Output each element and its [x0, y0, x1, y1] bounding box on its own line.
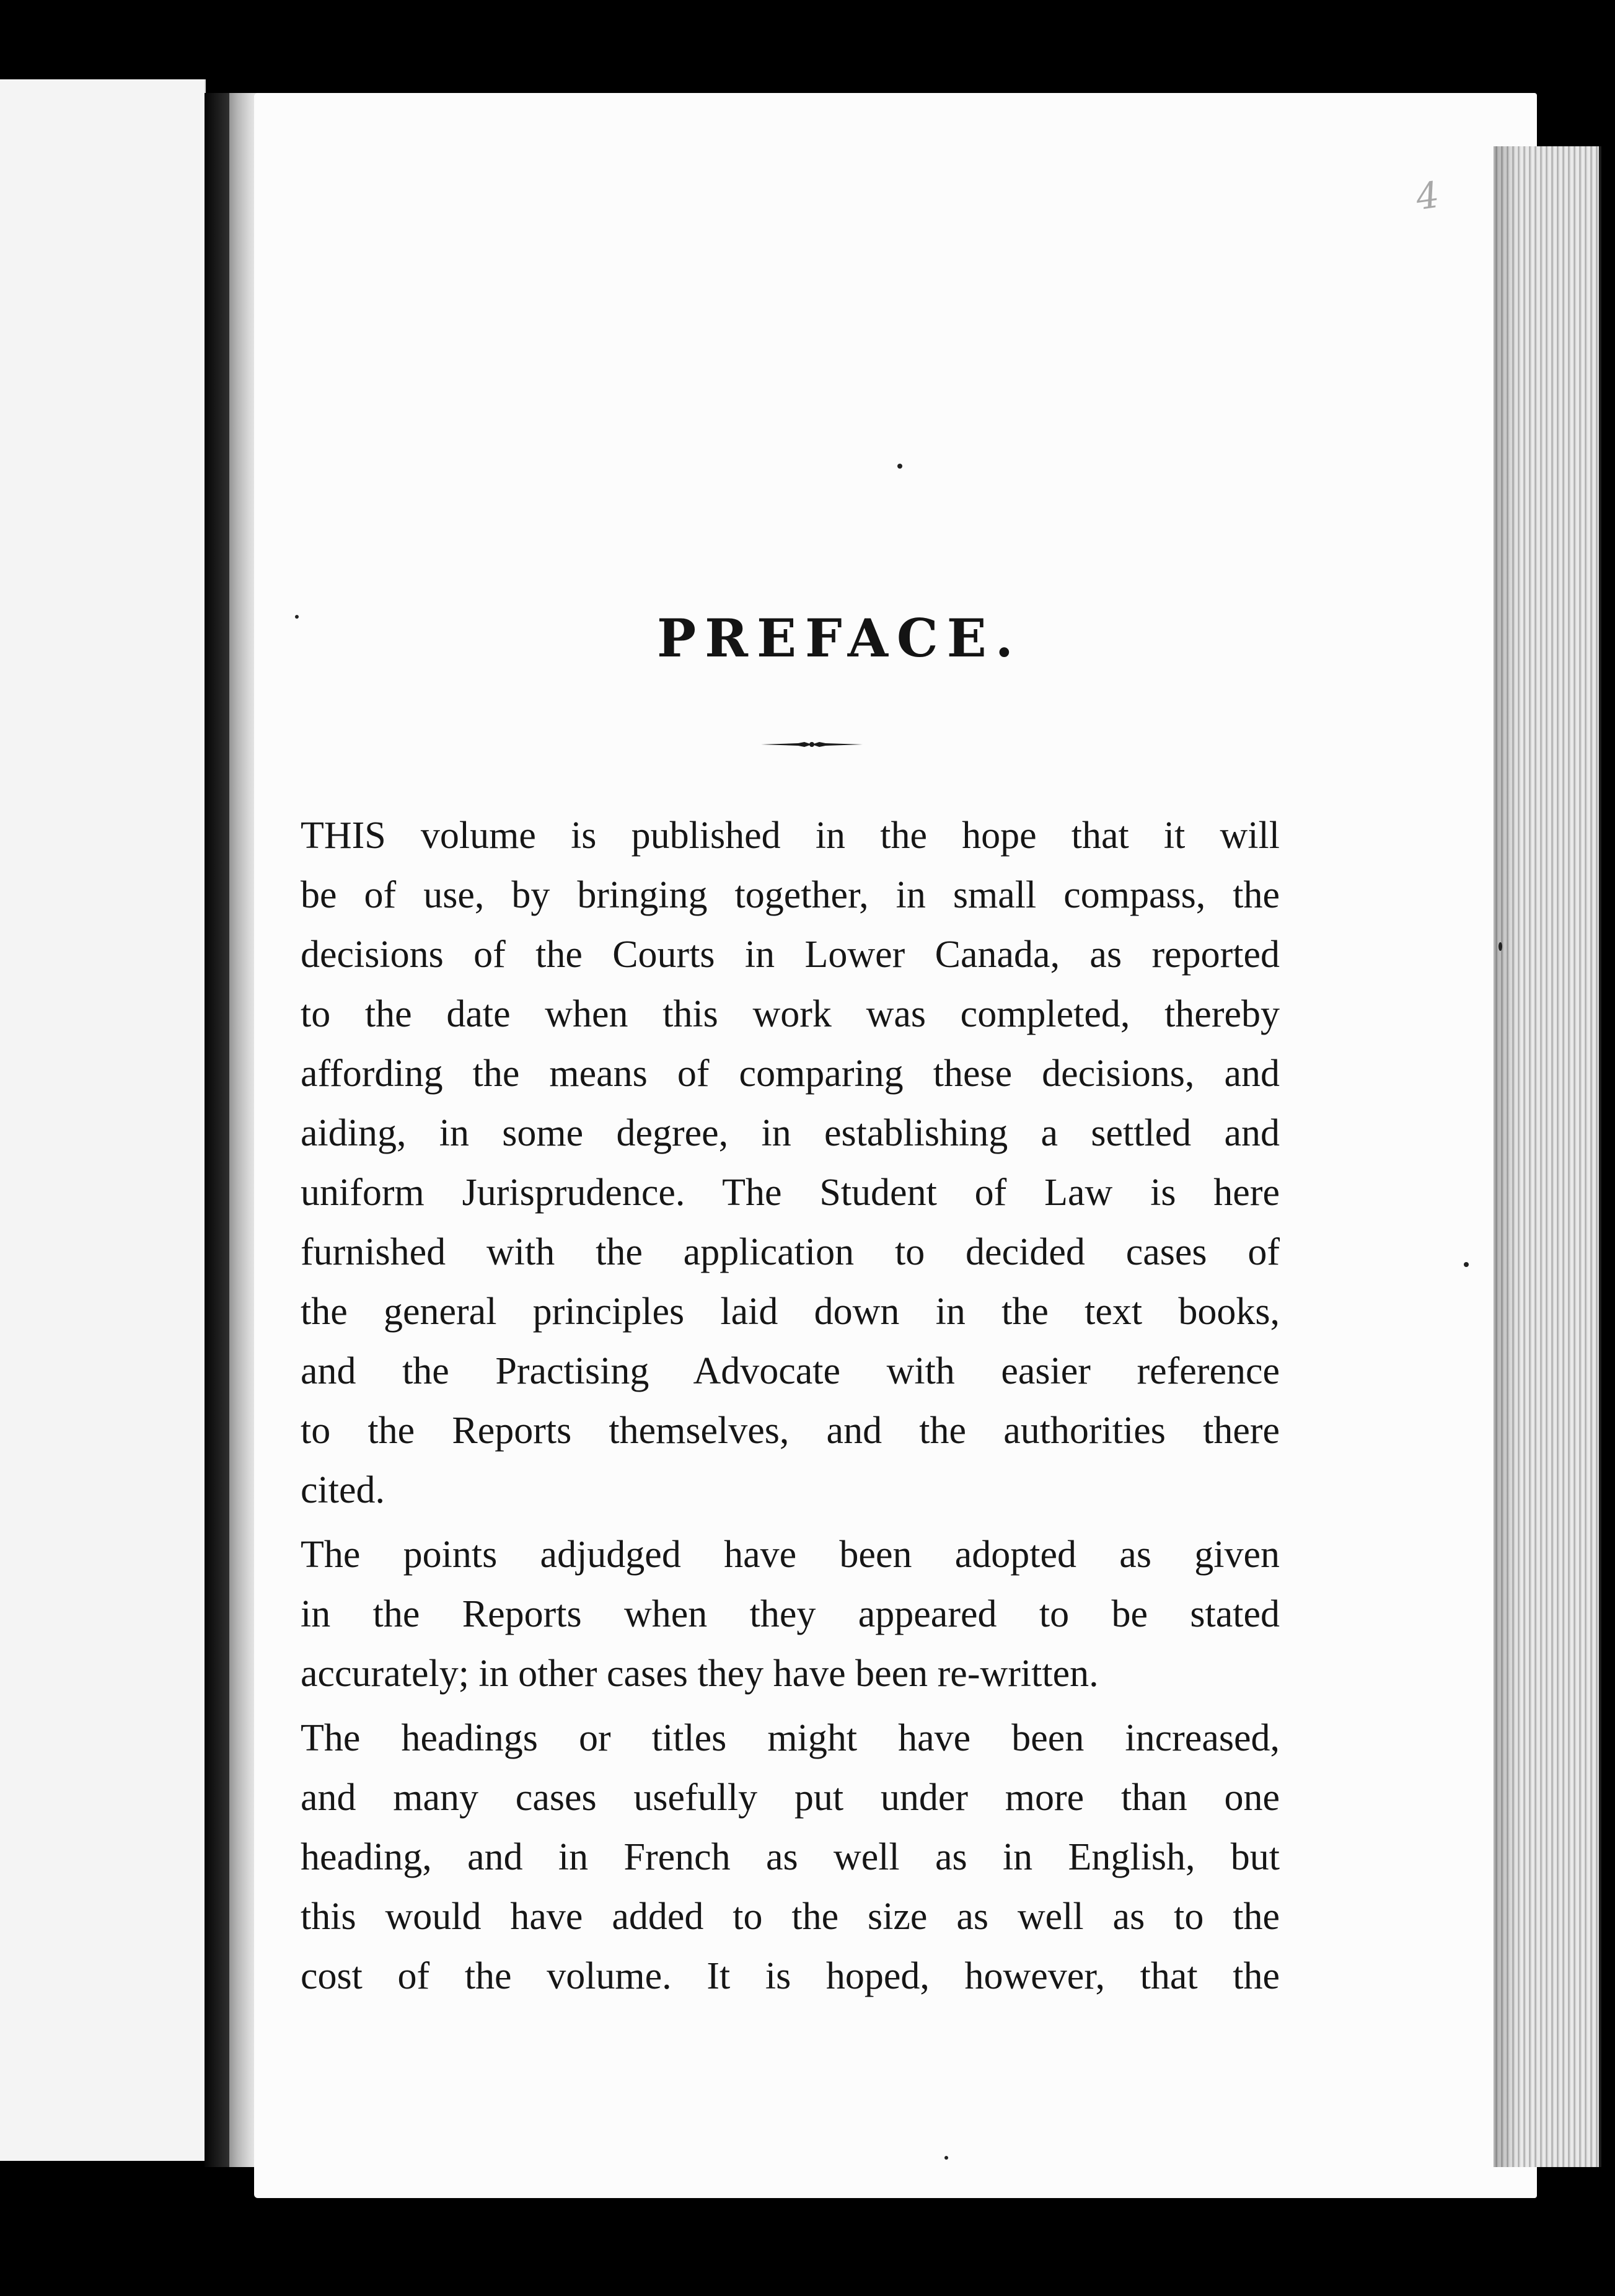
left-page-edge — [0, 79, 206, 2161]
text-line: this would have added to the size as well as to the — [301, 1896, 1280, 1938]
text-line: The points adjudged have been adopted as given — [301, 1534, 1280, 1576]
text-line: and many cases usefully put under more than one — [301, 1777, 1280, 1819]
paragraph-gap — [301, 1703, 1280, 1708]
text-line: to the date when this work was completed, thereby — [301, 993, 1280, 1035]
scan-speck — [897, 464, 902, 469]
text-line: heading, and in French as well as in English, but — [301, 1836, 1280, 1878]
text-line: aiding, in some degree, in establishing a settled and — [301, 1112, 1280, 1154]
preface-body — [301, 806, 1280, 2006]
title-ornament-rule — [761, 740, 863, 749]
text-line: and the Practising Advocate with easier reference — [301, 1350, 1280, 1392]
paragraph — [301, 806, 1280, 1520]
text-line: decisions of the Courts in Lower Canada, as reported — [301, 934, 1280, 976]
scan-speck — [295, 615, 299, 619]
text-line: cited. — [301, 1469, 385, 1511]
scan-speck — [944, 2156, 948, 2160]
text-line: be of use, by bringing together, in small compass, the — [301, 874, 1280, 916]
folio-mark: 4 — [1413, 173, 1442, 219]
page-title: PREFACE. — [657, 607, 1023, 669]
text-line: affording the means of comparing these decisions, and — [301, 1053, 1280, 1095]
text-line: accurately; in other cases they have been re-written. — [301, 1653, 1099, 1695]
text-line: in the Reports when they appeared to be stated — [301, 1593, 1280, 1635]
scan-speck — [1464, 1262, 1469, 1267]
text-line: the general principles laid down in the text books, — [301, 1291, 1280, 1333]
text-line: to the Reports themselves, and the authorities there — [301, 1410, 1280, 1452]
text-line: THIS volume is published in the hope that it will — [301, 815, 1280, 857]
text-line: The headings or titles might have been increased, — [301, 1717, 1280, 1759]
paragraph — [301, 1525, 1280, 1703]
scan-speck — [1498, 942, 1502, 951]
paragraph — [301, 1708, 1280, 2006]
binding-gutter-shadow — [205, 93, 229, 2167]
paragraph-gap — [301, 1520, 1280, 1525]
text-line: cost of the volume. It is hoped, however, that the — [301, 1955, 1280, 1997]
page-block-shade — [1494, 146, 1518, 2167]
text-line: uniform Jurisprudence. The Student of Law is here — [301, 1172, 1280, 1214]
text-line: furnished with the application to decided cases of — [301, 1231, 1280, 1273]
